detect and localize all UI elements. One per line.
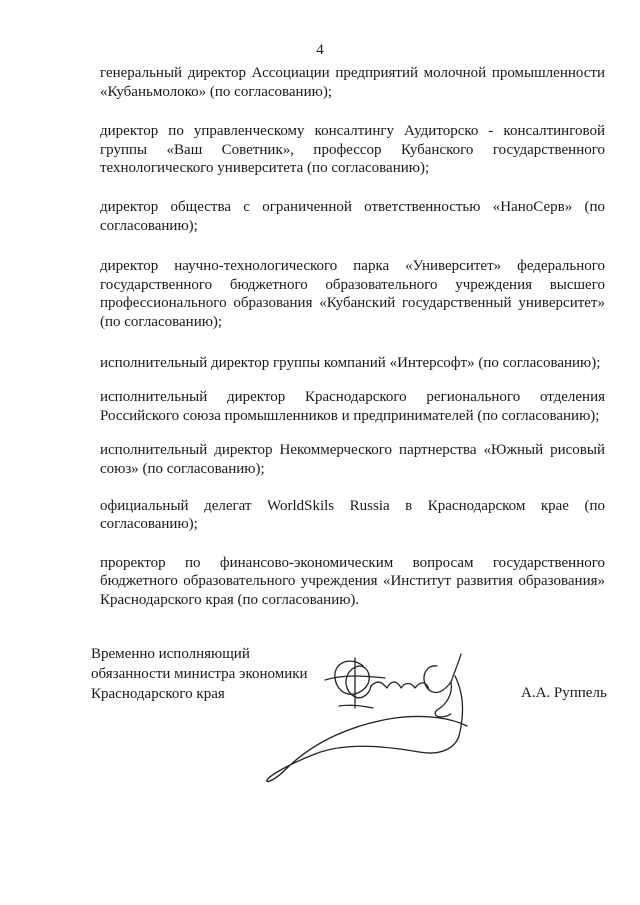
- signatory-line-1: Временно исполняющий: [91, 646, 250, 662]
- list-item: исполнительный директор Краснодарского регионального отделения Российского союза промышленников и предпринимателей (по согласованию);: [100, 389, 605, 424]
- handwritten-signature: [255, 640, 485, 790]
- list-item: исполнительный директор группы компаний «Интерсофт» (по согласованию);: [100, 354, 601, 371]
- list-item: генеральный директор Ассоциации предприятий молочной промышленности «Кубаньмолоко» (по согласованию);: [100, 65, 605, 100]
- list-item: директор научно-технологического парка «Университет» федерального государственного бюджетного образовательного учреждения высшего профессионального образования «Кубанский государственный университет» (по согласованию);: [100, 258, 605, 330]
- list-item: официальный делегат WorldSkils Russia в Краснодарском крае (по согласованию);: [100, 497, 605, 533]
- signer-name: А.А. Руппель: [521, 685, 607, 701]
- list-item: директор по управленческому консалтингу Аудиторско - консалтинговой группы «Ваш Советник», профессор Кубанского государственного технологического университета (по согласованию);: [100, 123, 605, 177]
- page-number: 4: [316, 42, 324, 58]
- list-item: проректор по финансово-экономическим вопросам государственного бюджетного образовательного учреждения «Институт развития образования» Краснодарского края (по согласованию).: [100, 554, 605, 608]
- signatory-line-2: обязанности министра экономики: [91, 666, 308, 682]
- signatory-line-3: Краснодарского края: [91, 686, 225, 702]
- member-list: [100, 64, 605, 609]
- list-item: директор общества с ограниченной ответственностью «НаноСерв» (по согласованию);: [100, 198, 605, 234]
- list-item: исполнительный директор Некоммерческого партнерства «Южный рисовый союз» (по согласованию);: [100, 442, 605, 477]
